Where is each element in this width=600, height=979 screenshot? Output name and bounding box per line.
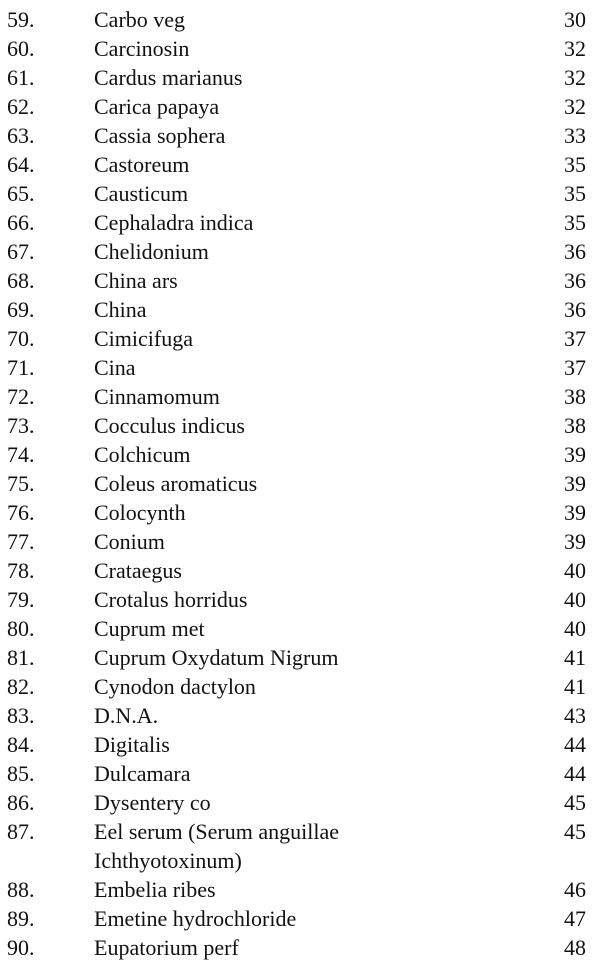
contents-entry — [0, 5, 600, 34]
entry-page-number: 44 — [564, 732, 586, 757]
entry-name: Cuprum Oxydatum Nigrum — [94, 645, 339, 670]
contents-list — [0, 5, 600, 962]
entry-number: 63. — [7, 123, 35, 148]
entry-page-number: 32 — [564, 65, 586, 90]
entry-number: 84. — [7, 732, 35, 757]
entry-name: Cephaladra indica — [94, 210, 254, 235]
entry-page-number: 44 — [564, 761, 586, 786]
entry-name: Carica papaya — [94, 94, 220, 119]
entry-number: 90. — [7, 935, 35, 960]
contents-entry — [0, 34, 600, 63]
contents-entry — [0, 817, 600, 875]
entry-number: 62. — [7, 94, 35, 119]
entry-number: 59. — [7, 7, 35, 32]
entry-number: 75. — [7, 471, 35, 496]
entry-page-number: 39 — [564, 471, 586, 496]
contents-entry — [0, 759, 600, 788]
entry-page-number: 39 — [564, 442, 586, 467]
entry-name: Dysentery co — [94, 790, 211, 815]
contents-entry — [0, 411, 600, 440]
entry-page-number: 48 — [564, 935, 586, 960]
entry-page-number: 36 — [564, 239, 586, 264]
entry-page-number: 43 — [564, 703, 586, 728]
contents-entry — [0, 614, 600, 643]
entry-name: Colocynth — [94, 500, 186, 525]
contents-entry — [0, 527, 600, 556]
contents-entry — [0, 63, 600, 92]
entry-number: 81. — [7, 645, 35, 670]
entry-name: Embelia ribes — [94, 877, 216, 902]
contents-entry — [0, 498, 600, 527]
entry-number: 66. — [7, 210, 35, 235]
entry-number: 80. — [7, 616, 35, 641]
entry-number: 64. — [7, 152, 35, 177]
entry-name: China — [94, 297, 147, 322]
contents-entry — [0, 701, 600, 730]
entry-number: 87. — [7, 819, 35, 844]
contents-entry — [0, 643, 600, 672]
entry-page-number: 38 — [564, 413, 586, 438]
entry-page-number: 41 — [564, 674, 586, 699]
contents-entry — [0, 150, 600, 179]
entry-name: Cuprum met — [94, 616, 205, 641]
contents-entry — [0, 295, 600, 324]
contents-entry — [0, 933, 600, 962]
entry-number: 82. — [7, 674, 35, 699]
entry-number: 76. — [7, 500, 35, 525]
entry-number: 88. — [7, 877, 35, 902]
entry-number: 78. — [7, 558, 35, 583]
entry-number: 69. — [7, 297, 35, 322]
contents-entry — [0, 585, 600, 614]
entry-page-number: 41 — [564, 645, 586, 670]
entry-name: Chelidonium — [94, 239, 209, 264]
entry-name: Cardus marianus — [94, 65, 243, 90]
entry-page-number: 47 — [564, 906, 586, 931]
entry-name: Digitalis — [94, 732, 170, 757]
entry-name: China ars — [94, 268, 178, 293]
contents-entry — [0, 382, 600, 411]
entry-name: Cassia sophera — [94, 123, 226, 148]
entry-page-number: 46 — [564, 877, 586, 902]
entry-number: 67. — [7, 239, 35, 264]
entry-name: Dulcamara — [94, 761, 191, 786]
contents-entry — [0, 672, 600, 701]
entry-name: Carbo veg — [94, 7, 186, 32]
contents-entry — [0, 121, 600, 150]
contents-entry — [0, 788, 600, 817]
entry-number: 83. — [7, 703, 35, 728]
entry-page-number: 36 — [564, 268, 586, 293]
entry-name: Cynodon dactylon — [94, 674, 256, 699]
contents-entry — [0, 440, 600, 469]
entry-page-number: 36 — [564, 297, 586, 322]
entry-number: 71. — [7, 355, 35, 380]
entry-number: 60. — [7, 36, 35, 61]
entry-name: Crataegus — [94, 558, 182, 583]
entry-page-number: 40 — [564, 587, 586, 612]
entry-name: Emetine hydrochloride — [94, 906, 297, 931]
entry-number: 68. — [7, 268, 35, 293]
entry-page-number: 35 — [564, 181, 586, 206]
entry-name: Carcinosin — [94, 36, 190, 61]
contents-entry — [0, 179, 600, 208]
entry-number: 74. — [7, 442, 35, 467]
contents-entry — [0, 730, 600, 759]
entry-page-number: 37 — [564, 326, 586, 351]
contents-entry — [0, 875, 600, 904]
contents-entry — [0, 266, 600, 295]
entry-number: 72. — [7, 384, 35, 409]
entry-number: 86. — [7, 790, 35, 815]
entry-page-number: 30 — [564, 7, 586, 32]
entry-number: 61. — [7, 65, 35, 90]
entry-name: Causticum — [94, 181, 189, 206]
entry-number: 89. — [7, 906, 35, 931]
entry-page-number: 35 — [564, 152, 586, 177]
entry-page-number: 32 — [564, 36, 586, 61]
entry-number: 79. — [7, 587, 35, 612]
entry-name: Conium — [94, 529, 165, 554]
entry-number: 85. — [7, 761, 35, 786]
entry-page-number: 39 — [564, 500, 586, 525]
contents-entry — [0, 324, 600, 353]
entry-name: Eel serum (Serum anguillae Ichthyotoxinum) — [94, 819, 339, 873]
entry-name: D.N.A. — [94, 703, 159, 728]
entry-page-number: 45 — [564, 790, 586, 815]
entry-name: Coleus aromaticus — [94, 471, 258, 496]
entry-page-number: 39 — [564, 529, 586, 554]
entry-name: Cocculus indicus — [94, 413, 245, 438]
entry-number: 77. — [7, 529, 35, 554]
entry-page-number: 38 — [564, 384, 586, 409]
contents-entry — [0, 469, 600, 498]
entry-page-number: 35 — [564, 210, 586, 235]
entry-number: 73. — [7, 413, 35, 438]
entry-page-number: 33 — [564, 123, 586, 148]
entry-page-number: 40 — [564, 616, 586, 641]
entry-name: Eupatorium perf — [94, 935, 239, 960]
entry-page-number: 40 — [564, 558, 586, 583]
contents-entry — [0, 92, 600, 121]
contents-entry — [0, 556, 600, 585]
entry-name: Crotalus horridus — [94, 587, 248, 612]
entry-name: Cinnamomum — [94, 384, 220, 409]
entry-name: Cina — [94, 355, 136, 380]
entry-number: 70. — [7, 326, 35, 351]
entry-name: Cimicifuga — [94, 326, 193, 351]
entry-name: Castoreum — [94, 152, 190, 177]
entry-page-number: 45 — [564, 819, 586, 844]
entry-page-number: 32 — [564, 94, 586, 119]
contents-entry — [0, 353, 600, 382]
entry-page-number: 37 — [564, 355, 586, 380]
entry-number: 65. — [7, 181, 35, 206]
contents-entry — [0, 208, 600, 237]
entry-name: Colchicum — [94, 442, 191, 467]
contents-entry — [0, 237, 600, 266]
contents-entry — [0, 904, 600, 933]
